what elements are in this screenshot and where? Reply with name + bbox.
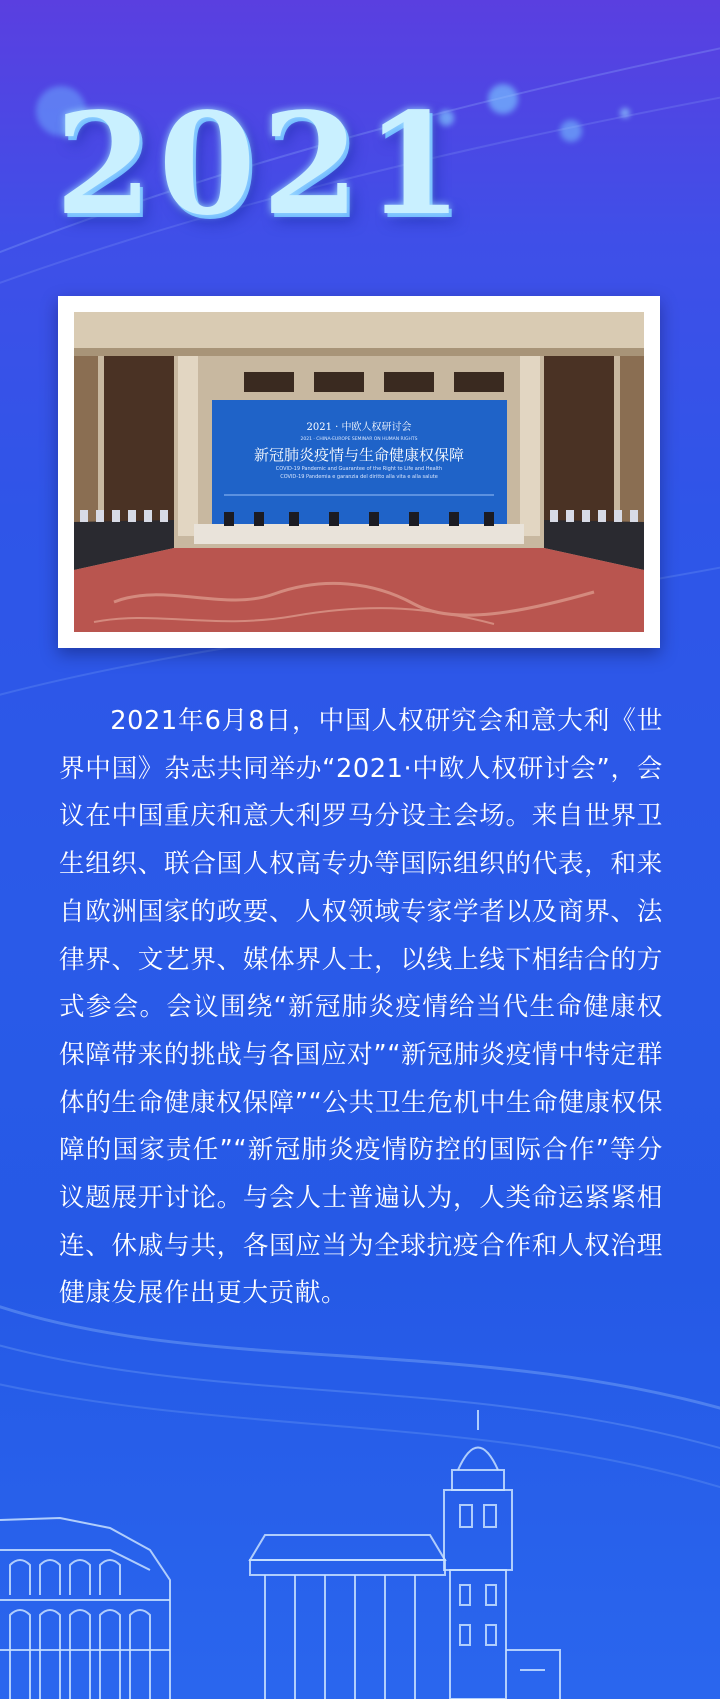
- year-heading: 2021: [55, 83, 469, 247]
- banner-subtitle-it: COVID-19 Pandemia e garanzia del diritto alla vita e alla salute: [280, 474, 438, 480]
- photo-frame: [58, 296, 660, 648]
- banner-title: 新冠肺炎疫情与生命健康权保障: [253, 446, 465, 464]
- banner-line2: 2021 · CHINA-EUROPE SEMINAR ON HUMAN RIGHTS: [300, 437, 418, 442]
- seminar-photo-drawing: [74, 312, 644, 632]
- banner-line1: 2021 · 中欧人权研讨会: [306, 422, 412, 433]
- seminar-photo: [74, 312, 644, 632]
- skyline-illustration: [0, 1400, 720, 1699]
- article-paragraph: 2021年6月8日，中国人权研究会和意大利《世界中国》杂志共同举办“2021·中欧人权研讨会”，会议在中国重庆和意大利罗马分设主会场。来自世界卫生组织、联合国人权高专办等国际组织的代表，和来自欧洲国家的政要、人权领域专家学者以及商界、法律界、文艺界、媒体界人士，以线上线下相结合的方式参会。会议围绕“新冠肺炎疫情给当代生命健康权保障带来的挑战与各国应对”“新冠肺炎疫情中特定群体的生命健康权保障”“公共卫生危机中生命健康权保障的国家责任”“新冠肺炎疫情防控的国际合作”等分议题展开讨论。与会人士普遍认为，人类命运紧紧相连、休戚与共，各国应当为全球抗疫合作和人权治理健康发展作出更大贡献。: [59, 706, 663, 1309]
- banner-subtitle-en: COVID-19 Pandemic and Guarantee of the Right to Life and Health: [275, 466, 443, 472]
